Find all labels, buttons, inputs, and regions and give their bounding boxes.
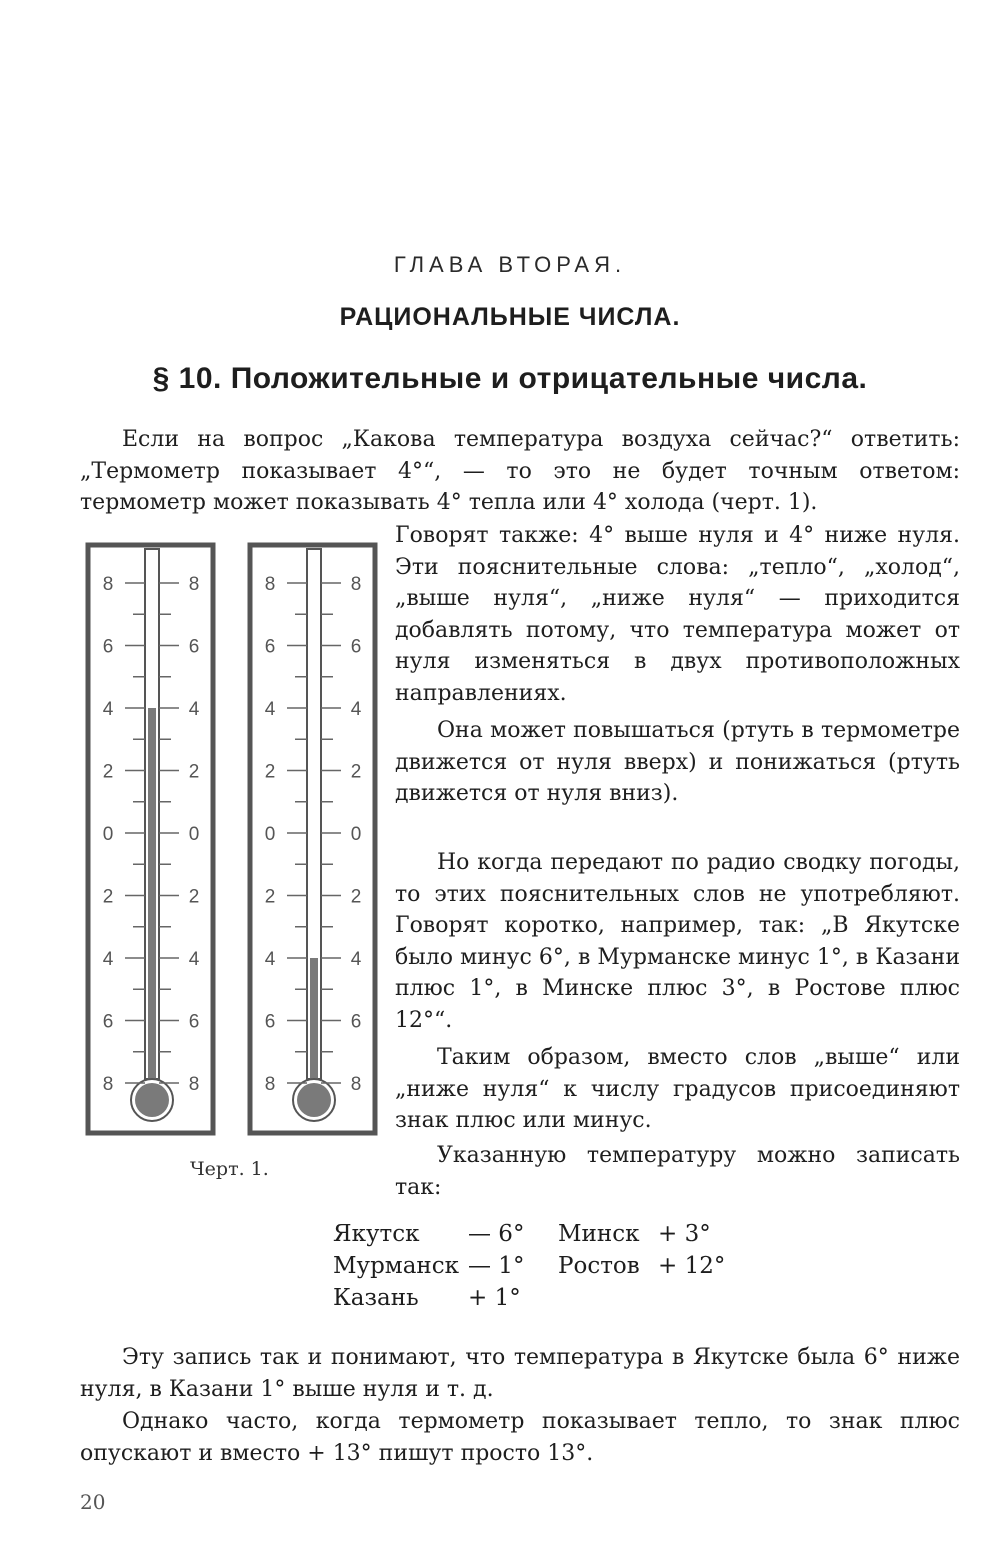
temperature-value: — 1° bbox=[468, 1253, 525, 1279]
scale-label-left: 8 bbox=[264, 1074, 276, 1095]
scale-label-right: 4 bbox=[188, 949, 200, 970]
scale-label-right: 6 bbox=[350, 1011, 362, 1033]
section-title: § 10. Положительные и отрицательные числа. bbox=[152, 362, 868, 395]
scale-label-left: 8 bbox=[264, 574, 276, 595]
city-name-2: Минск bbox=[558, 1221, 640, 1247]
mercury-column bbox=[148, 708, 156, 1085]
paragraph-2: Говорят также: 4° выше нуля и 4° ниже нуля. Эти пояснительные слова: „тепло“, „холод“, „выше нуля“, „ниже нуля“ — приходится добавлять потому, что температура может от нуля изменяться в двух противоположных направлениях. bbox=[395, 523, 960, 706]
scale-label-left: 2 bbox=[264, 886, 276, 908]
scale-label-left: 6 bbox=[264, 636, 276, 658]
scale-label-right: 2 bbox=[350, 761, 362, 783]
scale-label-right: 8 bbox=[188, 574, 200, 595]
scale-label-right: 2 bbox=[350, 886, 362, 908]
scale-label-right: 0 bbox=[188, 824, 200, 845]
city-name: Якутск bbox=[333, 1221, 420, 1247]
scale-label-left: 0 bbox=[102, 824, 114, 845]
scale-label-right: 2 bbox=[188, 886, 200, 908]
scale-label-right: 2 bbox=[188, 761, 200, 783]
scale-label-right: 8 bbox=[350, 1074, 362, 1095]
scale-label-right: 4 bbox=[188, 699, 200, 720]
figure-caption: Черт. 1. bbox=[190, 1158, 269, 1180]
paragraph-3: Она может повышаться (ртуть в термометре движется от нуля вверх) и понижаться (ртуть движется от нуля вниз). bbox=[395, 718, 960, 806]
scale-label-left: 4 bbox=[264, 699, 276, 720]
temperature-value: + 1° bbox=[468, 1285, 521, 1311]
scale-label-left: 4 bbox=[264, 949, 276, 970]
mercury-column bbox=[310, 958, 318, 1085]
thermometer-right bbox=[250, 545, 375, 1133]
paragraph-7: Эту запись так и понимают, что температура в Якутске была 6° ниже нуля, в Казани 1° выше нуля и т. д. bbox=[80, 1345, 960, 1402]
scale-label-left: 0 bbox=[264, 824, 276, 845]
temperature-value-2: + 12° bbox=[658, 1253, 726, 1279]
thermometer-bulb bbox=[297, 1083, 331, 1117]
scale-label-right: 4 bbox=[350, 949, 362, 970]
thermometer-figure bbox=[80, 540, 390, 1140]
scale-label-right: 6 bbox=[188, 1011, 200, 1033]
temperature-value: — 6° bbox=[468, 1221, 525, 1247]
scale-label-left: 6 bbox=[102, 1011, 114, 1033]
part-title: РАЦИОНАЛЬНЫЕ ЧИСЛА. bbox=[339, 303, 681, 331]
scale-label-left: 6 bbox=[264, 1011, 276, 1033]
paragraph-1: Если на вопрос „Какова температура воздуха сейчас?“ ответить: „Термометр показывает 4°“, — то это не будет точным ответом: термометр может показывать 4° тепла или 4° холода (черт. 1). bbox=[80, 427, 960, 515]
scale-label-left: 2 bbox=[102, 761, 114, 783]
scale-label-right: 0 bbox=[350, 824, 362, 845]
scale-label-left: 2 bbox=[264, 761, 276, 783]
scale-label-right: 8 bbox=[188, 1074, 200, 1095]
scale-label-right: 8 bbox=[350, 574, 362, 595]
city-name: Казань bbox=[333, 1285, 419, 1311]
scale-label-right: 4 bbox=[350, 699, 362, 720]
page-number: 20 bbox=[80, 1490, 106, 1514]
city-name-2: Ростов bbox=[558, 1253, 640, 1279]
scale-label-left: 8 bbox=[102, 1074, 114, 1095]
scale-label-left: 6 bbox=[102, 636, 114, 658]
paragraph-6: Указанную температуру можно записать так: bbox=[395, 1143, 960, 1200]
thermometer-bulb bbox=[135, 1083, 169, 1117]
thermometer-left bbox=[88, 545, 213, 1133]
scale-label-right: 6 bbox=[188, 636, 200, 658]
city-name: Мурманск bbox=[333, 1253, 459, 1279]
scale-label-left: 2 bbox=[102, 886, 114, 908]
paragraph-5: Таким образом, вместо слов „выше“ или „ниже нуля“ к числу градусов присоединяют знак плюс или минус. bbox=[395, 1045, 960, 1133]
paragraph-4: Но когда передают по радио сводку погоды, то этих пояснительных слов не употребляют. Говорят коротко, например, так: „В Якутске было минус 6°, в Мурманске минус 1°, в Казани плюс 1°, в Минске плюс 3°, в Ростове плюс 12°“. bbox=[395, 850, 960, 1033]
scale-label-left: 4 bbox=[102, 949, 114, 970]
scale-label-left: 4 bbox=[102, 699, 114, 720]
scale-label-right: 6 bbox=[350, 636, 362, 658]
chapter-heading: ГЛАВА ВТОРАЯ. bbox=[393, 252, 627, 277]
scale-label-left: 8 bbox=[102, 574, 114, 595]
temperature-value-2: + 3° bbox=[658, 1221, 711, 1247]
paragraph-8: Однако часто, когда термометр показывает тепло, то знак плюс опускают и вместо + 13° пишут просто 13°. bbox=[80, 1409, 960, 1466]
